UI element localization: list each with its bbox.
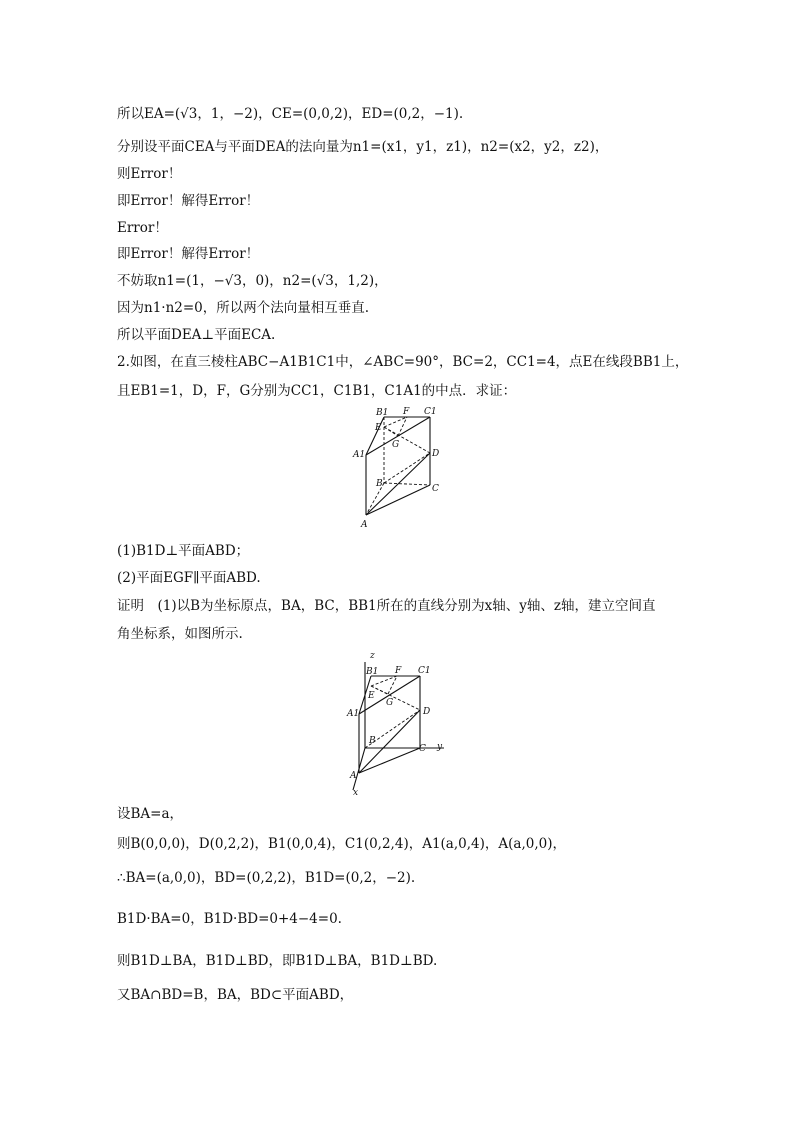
label-C1: C1 — [418, 666, 431, 676]
prism-figure-1 — [340, 405, 450, 535]
prism-figure-2 — [340, 648, 455, 798]
label-B: B — [376, 479, 383, 489]
label-C1: C1 — [424, 407, 437, 417]
problem-statement-line-2: 且EB1=1，D，F，G分别为CC1，C1B1，C1A1的中点．求证： — [117, 383, 517, 399]
label-y: y — [437, 742, 443, 752]
text-line-1: 所以EA=(√3，1，−2)，CE=(0,0,2)，ED=(0,2，−1). — [117, 106, 464, 122]
label-C: C — [419, 744, 426, 754]
proof-line-3: 设BA=a， — [117, 806, 184, 822]
label-F: F — [395, 666, 402, 676]
proof-line-7: 则B1D⊥BA，B1D⊥BD，即B1D⊥BA，B1D⊥BD. — [117, 953, 438, 969]
label-D: D — [423, 707, 431, 717]
label-C: C — [432, 484, 439, 494]
label-E: E — [375, 423, 382, 433]
text-line-4: 即Error！解得Error！ — [117, 193, 260, 209]
problem-statement-line-1: 2.如图，在直三棱柱ABC−A1B1C1中，∠ABC=90°，BC=2，CC1=4，点E在线段BB1上， — [117, 354, 689, 370]
proof-line-6: B1D·BA=0，B1D·BD=0+4−4=0. — [117, 911, 342, 927]
proof-line-2: 角坐标系，如图所示. — [117, 626, 243, 642]
label-B1: B1 — [366, 667, 379, 677]
label-G: G — [386, 698, 394, 708]
proof-line-8: 又BA∩BD=B，BA，BD⊂平面ABD， — [117, 987, 354, 1003]
text-line-6: 即Error！解得Error！ — [117, 246, 260, 262]
label-A: A — [350, 771, 357, 781]
text-line-3: 则Error！ — [117, 166, 182, 182]
proof-line-4: 则B(0,0,0)，D(0,2,2)，B1(0,0,4)，C1(0,2,4)，A1(a,0,4)，A(a,0,0)， — [117, 836, 566, 852]
proof-line-5: ∴BA=(a,0,0)，BD=(0,2,2)，B1D=(0,2，−2). — [117, 870, 416, 886]
part-2-line: (2)平面EGF∥平面ABD. — [117, 570, 261, 586]
label-z: z — [370, 651, 375, 661]
part-1-line: (1)B1D⊥平面ABD； — [117, 543, 250, 559]
label-B1: B1 — [376, 408, 389, 418]
label-G: G — [392, 440, 400, 450]
label-B: B — [369, 736, 376, 746]
text-line-7: 不妨取n1=(1，−√3，0)，n2=(√3，1,2)， — [117, 273, 388, 289]
proof-line-1: 证明 (1)以B为坐标原点，BA，BC，BB1所在的直线分别为x轴、y轴、z轴，建立空间直 — [117, 598, 656, 614]
label-x: x — [353, 788, 359, 798]
label-A1: A1 — [353, 450, 366, 460]
text-line-8: 因为n1·n2=0，所以两个法向量相互垂直. — [117, 300, 370, 316]
text-line-9: 所以平面DEA⊥平面ECA. — [117, 327, 276, 343]
label-A1: A1 — [347, 709, 360, 719]
label-D: D — [432, 449, 440, 459]
text-line-2: 分别设平面CEA与平面DEA的法向量为n1=(x1，y1，z1)，n2=(x2，y2，z2)， — [117, 139, 609, 155]
label-F: F — [403, 407, 410, 417]
label-A: A — [361, 520, 368, 530]
text-line-5: Error！ — [117, 220, 168, 236]
label-E: E — [368, 691, 375, 701]
